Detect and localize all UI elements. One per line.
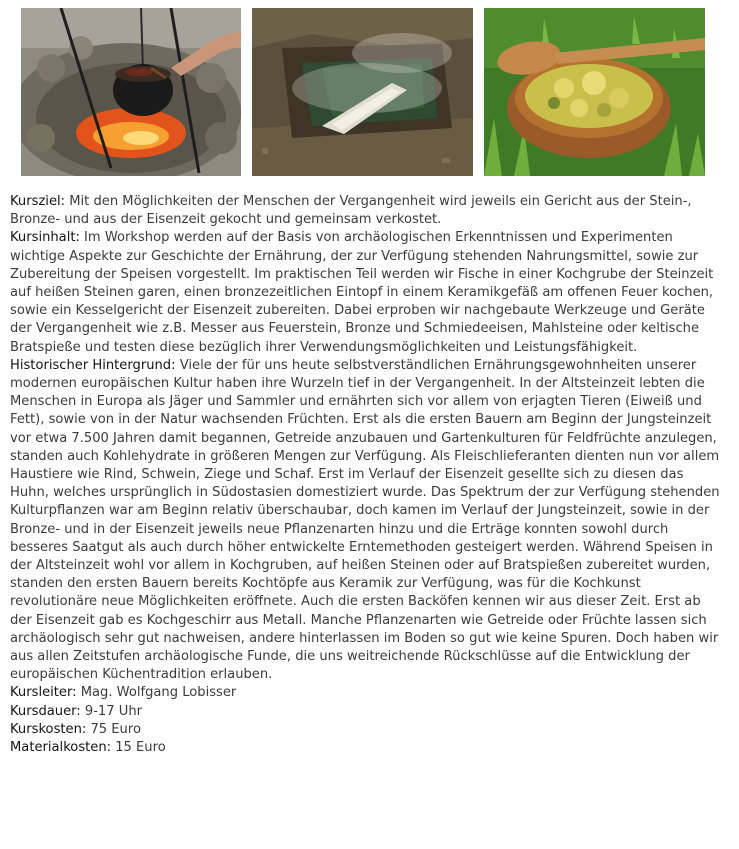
hintergrund-text: Viele der für uns heute selbstverständlichen Ernährungsgewohnheiten unserer modernen europäischen Kultur haben ihre Wurzeln tief in der Vergangenheit. In der Altsteinzeit lebten die Menschen in Europa als Jäger und Sammler und ernährten sich vor allem von erjagten Tieren (Eiweiß und Fett), sowie von in der Natur wachsenden Früchten. Erst als die ersten Bauern am Beginn der Jungsteinzeit vor etwa 7.500 Jahren damit begannen, Getreide anzubauen und Gartenkulturen für Feldfrüchte anzulegen, standen auch Kohlehydrate in größeren Mengen zur Verfügung. Als Fleischlieferanten dienten nun vor allem Haustiere wie Rind, Schwein, Ziege und Schaf. Erst im Verlauf der Eisenzeit gesellte sich zu diesen das Huhn, welches ursprünglich in Südostasien domestiziert wurde. Das Spektrum der zur Verfügung stehenden Kulturpflanzen war am Beginn relativ überschaubar, doch kamen im Verlauf der Jungsteinzeit, sowie in der Bronze- und in der Eisenzeit jeweils neue Pflanzenarten hinzu und die Erträge konnten sowohl durch besseres Saatgut als auch durch höher entwickelte Erntemethoden gesteigert werden. Während Speisen in der Altsteinzeit wohl vor allem in Kochgruben, auf heißen Steinen oder auf Bratspießen zubereitet wurden, standen den ersten Bauern bereits Kochtöpfe aus Keramik zur Verfügung, was für die Kochkunst revolutionäre neue Möglichkeiten eröffnete. Auch die ersten Backöfen kennen wir aus dieser Zeit. Erst ab der Eisenzeit gab es Kochgeschirr aus Metall. Manche Pflanzenarten wie Getreide oder Früchte lassen sich archäologisch sehr gut nachweisen, andere hinterlassen im Boden so gut wie keine Spuren. Doch haben wir aus allen Zeitstufen archäologische Funde, die uns weitreichende Rückschlüsse auf die Entwicklung der europäischen Küchentradition erlauben. [10,357,720,683]
cauldron-fire-image [21,8,241,176]
kursleiter-value: Mag. Wolfgang Lobisser [76,685,237,701]
kursinhalt-paragraph [10,229,725,356]
kurskosten-value: 75 Euro [86,721,141,737]
kursleiter-label: Kursleiter: [10,685,77,701]
cooking-pit-image [252,8,473,176]
kursleiter-line [10,684,725,702]
kurskosten-line [10,721,725,739]
kursinhalt-label: Kursinhalt: [10,230,80,246]
photo-wooden-bowl [484,8,705,176]
kurskosten-label: Kurskosten: [10,721,87,737]
materialkosten-label: Materialkosten: [10,740,112,756]
kursziel-label: Kursziel: [10,194,66,209]
wooden-bowl-image [484,8,705,176]
kursziel-paragraph [10,193,725,229]
kursinhalt-text: Im Workshop werden auf der Basis von archäologischen Erkenntnissen und Experimenten wichtige Aspekte zur Geschichte der Ernährung, der zur Verfügung stehenden Nahrungsmittel, sowie zur Zubereitung der Speisen vorgestellt. Im praktischen Teil werden wir Fische in einer Kochgrube der Steinzeit auf heißen Steinen garen, einen bronzezeitlichen Eintopf in einem Keramikgefäß am offenen Feuer kochen, sowie ein Kesselgericht der Eisenzeit zubereiten. Dabei erproben wir nachgebaute Werkzeuge und Geräte der Vergangenheit wie z.B. Messer aus Feuerstein, Bronze und Schmiedeeisen, Mahlsteine oder keltische Bratspieße und testen diese bezüglich ihrer Verwendungsmöglichkeiten und Leistungsfähigkeit. [10,230,714,355]
photo-strip [21,8,705,176]
hintergrund-label: Historischer Hintergrund: [10,357,176,373]
photo-cauldron-over-fire [21,8,241,176]
kursdauer-line [10,703,725,721]
course-description [10,193,725,757]
kursdauer-label: Kursdauer: [10,703,81,719]
hintergrund-paragraph [10,357,725,685]
materialkosten-line [10,739,725,757]
kursdauer-value: 9-17 Uhr [80,703,143,719]
kursziel-text: Mit den Möglichkeiten der Menschen der Vergangenheit wird jeweils ein Gericht aus der Stein-, Bronze- und aus der Eisenzeit gekocht und gemeinsam verkostet. [10,194,692,228]
materialkosten-value: 15 Euro [111,740,166,756]
photo-cooking-pit [252,8,473,176]
